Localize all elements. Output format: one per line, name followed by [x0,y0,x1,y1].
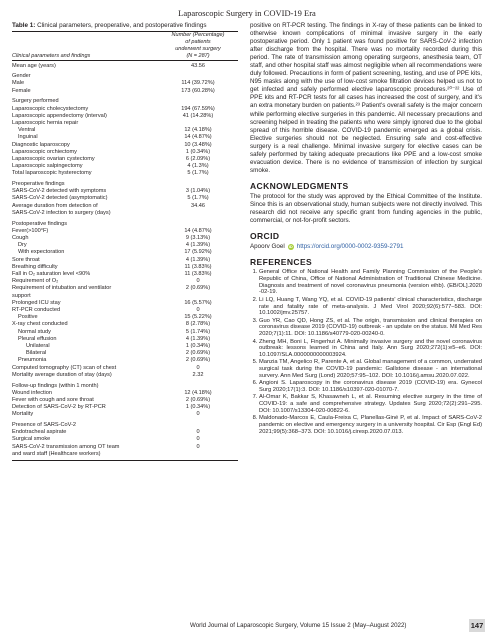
reference-item: 1. General Office of National Health and Family Planning Commission of the People's Republic of China, Office of National Administration of Traditional Chinese Medicine. Diagnosis and treatment of novel coronavirus pneumonia (version eihb). (EB/OL].2020 -02-19. [259,269,482,296]
table-row [12,307,238,314]
table-cell-parameter: Prolonged ICU stay [12,299,61,306]
table-row [12,106,238,113]
table-row [12,300,238,307]
right-column [250,22,482,436]
table-cell-value: 2.32 [192,371,204,378]
table-cell-value [158,98,238,105]
table-row [12,390,238,397]
table-row [12,80,238,87]
orcid-entry [250,243,482,251]
table-cell-value: 14 (4.87%) [184,134,212,141]
table-cell-parameter: Requirement of O₂ [12,278,59,285]
table-cell-parameter: Mortality average duration of stay (days) [12,371,112,378]
table-cell-parameter: Mean age (years) [12,62,56,69]
table-cell-parameter: Fever(>100°F) [12,227,49,234]
table-cell-value: 16 (5.57%) [184,299,212,306]
table-cell-value: 9 (3.13%) [185,234,211,241]
table-cell-parameter: Laparoscopic orchiectomy [12,148,77,155]
table-cell-parameter: Cough [12,234,29,241]
table-cell-parameter: Dry [18,242,27,249]
table-row [12,249,238,256]
table-cell-parameter: SARS-CoV-2 infection to surgery (days) [12,209,111,216]
table-bottom-rule [12,460,238,461]
table-cell-value [158,120,238,127]
body-paragraph: positive on RT-PCR testing. The findings in X-ray of these patients can be linked to otherwise known complications of minimal invasive surgery in the early postoperative period. Only 1 patient was found positive for SARS-CoV-2 infection after discharge from the hospital. There was no mortality recorded during this period. The rate of transmission among operating surgeons, anesthesia team, OT staff, and other hospital staff was almost negligible when all recommendations were duly followed. Precautions in form of patient screening, testing, and use of PPE kits, N95 masks along with the use of low-cost smoke filtration devices helped us not to get infected and safely performed elective laparoscopic procedures.²⁰⁻²² Use of PPE kits and RT-PCR tests for all cases has increased the cost of surgery, and it's an extra monetary burden on patients.²³ Patient's overall safety is the major concern while performing elective surgeries in this pandemic. All necessary precautions and screening helped in treating the patients who were simply ignored due to the global spread of this horrible disease. COVID-19 pandemic emerged as a global crisis. Elective surgeries should not be neglected. Ensuring safe and cost-effective surgery is a real challenge. Minimal invasive surgery for elective cases can be safely performed by taking adequate precautions like PPE and a low-cost smoke evacuation device. There is no evidence of transmission of infection by surgical smoke. [250,22,482,174]
table-cell-value: 6 (2.09%) [185,155,211,162]
table-cell-value [158,383,238,390]
table-cell-parameter: Positive [18,314,38,321]
table-row [12,278,238,285]
table-cell-value: 34.46 [191,202,205,209]
table-cell-parameter: X-ray chest conducted [12,321,68,328]
reference-item: 6. Angioni S. Laparoscopy in the coronavirus disease 2019 (COVID-19) era. Gynecol Surg 2020;17(1):3. DOI: 10.1186/s10397-020-01070-7. [259,380,482,394]
table-cell-value: 10 (3.48%) [184,141,212,148]
table-row [12,436,238,443]
table-cell-value: 11 (3.83%) [184,263,212,270]
table-cell-parameter: Normal study [18,328,51,335]
table-header [12,32,238,60]
reference-item: 8. Maldonado-Marcos E, Caula-Freixa C, Planellas-Giné P, et al. Impact of SARS-CoV-2 pandemic on elective and emergency surgery in a university hospital. Cir Esp (Engl Ed) 2021;99(5):368–373. DOI: 10.1016/j.ciresp.2020.07.013. [259,415,482,435]
table-cell-parameter: Laparoscopic hernia repair [12,119,79,126]
table-row [12,329,238,336]
table-row [12,411,238,418]
orcid-icon: iD [288,244,293,250]
table-row [12,365,238,372]
table-row [12,422,238,429]
table-body [12,63,238,459]
table-cell-parameter: Sore throat [12,256,40,263]
table-cell-value: 17 (5.92%) [184,249,212,256]
table-row [12,451,238,458]
table-cell-value: 5 (1.7%) [187,195,209,202]
table-cell-value: 11 (3.83%) [184,270,212,277]
table-cell-parameter: Pleural effusion [18,335,57,342]
table-row [12,188,238,195]
page-number: 147 [470,621,484,630]
orcid-link[interactable]: https://orcid.org/0000-0002-9359-2791 [296,243,404,251]
table-row [12,257,238,264]
table-row [12,88,238,95]
table-cell-value: 4 (1.3%) [187,163,209,170]
table-cell-parameter: Follow-up findings (within 1 month) [12,382,99,389]
table-cell-value: 12 (4.18%) [184,127,212,134]
table-row [12,383,238,390]
table-row [12,73,238,80]
table-cell-parameter: support [12,292,31,299]
table-cell-parameter: Laparoscopic ovarian cystectomy [12,155,95,162]
table-row [12,285,238,292]
table-cell-parameter: Diagnostic laparoscopy [12,141,70,148]
table-1 [12,22,238,461]
table-cell-parameter: Postoperative findings [12,220,68,227]
table-caption-text: Clinical parameters, preoperative, and postoperative findings [37,22,207,29]
table-cell-parameter: Inguinal [18,134,38,141]
table-row [12,149,238,156]
table-cell-parameter: Breathing difficulty [12,263,58,270]
table-cell-parameter: Detection of SARS-CoV-2 by RT-PCR [12,404,106,411]
reference-item: 3. Guo YR, Cao QD, Hong ZS, et al. The origin, transmission and clinical therapies on coronavirus disease 2019 (COVID-19) outbreak - an update on the status. Mil Med Res 2020;7(1):11. DOI: 10.1186/s40779-020-00240-0. [259,318,482,338]
table-col1-header: Clinical parameters and findings [12,53,91,59]
table-row [12,210,238,217]
table-cell-value: 15 (5.22%) [184,314,212,321]
table-cell-value [158,210,238,217]
table-cell-parameter: Surgical smoke [12,436,51,443]
table-row [12,203,238,210]
table-row [12,235,238,242]
table-cell-value: 1 (0.34%) [185,404,211,411]
table-row [12,134,238,141]
table-cell-parameter: Requirement of intubation and ventilator [12,285,112,292]
table-row [12,113,238,120]
table-cell-parameter: Laparoscopic appendectomy (interval) [12,112,107,119]
table-cell-value: 0 [196,307,200,313]
table-col2-header-line: underwent surgery [175,46,221,52]
table-cell-parameter: Endotracheal aspirate [12,429,67,436]
table-cell-value: 14 (4.87%) [184,227,212,234]
table-caption-label: Table 1: [12,22,36,29]
table-row [12,195,238,202]
table-cell-value: 2 (0.69%) [185,357,211,364]
table-cell-parameter: Female [12,87,31,94]
table-col2-header [158,32,238,60]
table-cell-value: 5 (1.7%) [187,170,209,177]
table-cell-parameter: Pneumonia [18,357,47,364]
table-cell-value: 0 [196,429,200,436]
table-cell-parameter: With expectoration [18,249,65,256]
acknowledgments-text: The protocol for the study was approved by the Ethical Committee of the Institute. Since this is an observational study, human subjects were not directly involved. This research did not receive any specific grant from funding agencies in the public, commercial, or not-for-profit sectors. [250,192,482,225]
orcid-heading: ORCID [250,231,280,242]
table-cell-value: 2 (0.69%) [185,285,211,292]
table-cell-parameter: Mortality [12,411,34,418]
table-cell-value [158,73,238,80]
table-cell-parameter: Laparoscopic salpingectomy [12,163,83,170]
reference-item: 4. Zheng MH, Boni L, Fingerhut A. Minimally invasive surgery and the novel coronavirus outbreak: lessons learned in China and Italy. Ann Surg 2020;272(1):e5–e6. DOI: 10.1097/SLA.0000000000003924. [259,339,482,359]
table-row [12,372,238,379]
table-cell-value: 3 (1.04%) [185,188,211,195]
table-cell-parameter: Unilateral [26,343,50,350]
references-list [250,269,482,436]
reference-item: 2. Li LQ, Huang T, Wang YQ, et al. COVID-19 patients' clinical characteristics, discharge rate and fatality rate of meta-analysis. J Med Virol 2020;92(6):577–583. DOI: 10.1002/jmv.25757. [259,297,482,317]
table-col2-header-line: of patients [185,39,211,45]
table-cell-parameter: Presence of SARS-CoV-2 [12,422,77,429]
reference-item: 7. Al-Omar K, Bakkar S, Khasawneh L, et al. Resuming elective surgery in the time of COVID-19: a safe and comprehensive strategy. Updates Surg 2020;72(2):291–295. DOI: 10.1007/s13304-020-00822-6. [259,394,482,414]
table-row [12,170,238,177]
table-cell-value: 0 [196,436,200,443]
table-row [12,343,238,350]
table-row [12,429,238,436]
table-row [12,271,238,278]
table-cell-value: 114 (39.72%) [181,80,215,87]
table-row [12,293,238,300]
table-row [12,163,238,170]
table-col2-header-line: Number (Percentage) [171,32,225,38]
table-row [12,336,238,343]
table-row [12,357,238,364]
references-heading: REFERENCES [250,257,313,268]
table-cell-value: 2 (0.69%) [185,350,211,357]
table-cell-value: 5 (1.74%) [185,328,211,335]
table-row [12,314,238,321]
table-cell-parameter: Fever with cough and sore throat [12,396,94,403]
table-header-rule [12,60,238,61]
table-cell-parameter: SARS-CoV-2 detected with symptoms [12,188,107,195]
table-row [12,221,238,228]
table-cell-parameter: and ward staff (Healthcare workers) [12,450,101,457]
table-cell-value: 4 (1.39%) [185,256,211,263]
table-cell-value: 2 (0.69%) [185,396,211,403]
table-row [12,242,238,249]
table-cell-parameter: Bilateral [26,350,47,357]
table-cell-value: 1 (0.34%) [185,343,211,350]
table-cell-value: 1 (0.34%) [185,148,211,155]
table-row [12,321,238,328]
table-row [12,404,238,411]
table-cell-parameter: Computed tomography (CT) scan of chest [12,364,117,371]
table-cell-value [158,293,238,300]
table-caption [12,22,238,30]
table-cell-value: 194 (67.59%) [181,105,215,112]
table-cell-value: 4 (1.39%) [185,335,211,342]
table-row [12,120,238,127]
table-row [12,228,238,235]
orcid-author: Apoorv Goel [250,243,285,251]
table-cell-parameter: Fall in O₂ saturation level <90% [12,270,91,277]
table-cell-value [158,181,238,188]
table-cell-value: 8 (2.78%) [185,321,211,328]
table-row [12,350,238,357]
table-cell-parameter: Average duration from detection of [12,202,98,209]
table-row [12,142,238,149]
table-cell-parameter: SARS-CoV-2 detected (asymptomatic) [12,195,108,202]
table-row [12,181,238,188]
table-cell-parameter: Total laparoscopic hysterectomy [12,170,92,177]
table-cell-parameter: Gender [12,73,31,80]
table-row [12,127,238,134]
table-cell-value [158,422,238,429]
acknowledgments-heading: ACKNOWLEDGMENTS [250,180,349,191]
table-row [12,444,238,451]
table-cell-value: 0 [196,364,200,371]
table-row [12,397,238,404]
running-header: Laparoscopic Surgery in COVID-19 Era [178,8,316,18]
table-row [12,98,238,105]
table-cell-value: 0 [196,411,200,418]
table-cell-parameter: Male [12,80,25,87]
reference-item: 5. Manzia TM, Angelico R, Parente A, et al. Global management of a common, underrated surgical task during the COVID-19 pandemic: Gallstone disease - an international survery. Ann Med Surg (Lond) 2020;57:95–102. DOI: 10.1016/j.amsu.2020.07.022. [259,359,482,379]
table-cell-value: 0 [196,278,200,285]
table-cell-value: 4 (1.39%) [185,242,211,249]
table-cell-value: 173 (60.28%) [181,87,215,94]
journal-footer: World Journal of Laparoscopic Surgery, Volume 15 Issue 2 (May–August 2022) [190,622,407,629]
table-cell-value: 12 (4.18%) [184,389,212,396]
table-row [12,264,238,271]
table-cell-value: 43.56 [191,62,205,69]
table-cell-parameter: SARS-CoV-2 transmission among OT team [12,443,120,450]
table-col2-header-line: (N = 287) [186,53,210,59]
table-cell-parameter: Laparoscopic cholecystectomy [12,105,89,112]
table-cell-value [158,451,238,458]
table-cell-parameter: RT-PCR conducted [12,307,61,313]
table-cell-value: 41 (14.28%) [182,112,214,119]
table-cell-parameter: Ventral [18,127,36,134]
table-cell-value: 0 [196,443,200,450]
table-cell-parameter: Preoperative findings [12,181,65,188]
table-cell-value [158,221,238,228]
table-cell-parameter: Surgery performed [12,98,59,105]
table-row [12,63,238,70]
table-cell-parameter: Wound infection [12,389,53,396]
table-row [12,156,238,163]
